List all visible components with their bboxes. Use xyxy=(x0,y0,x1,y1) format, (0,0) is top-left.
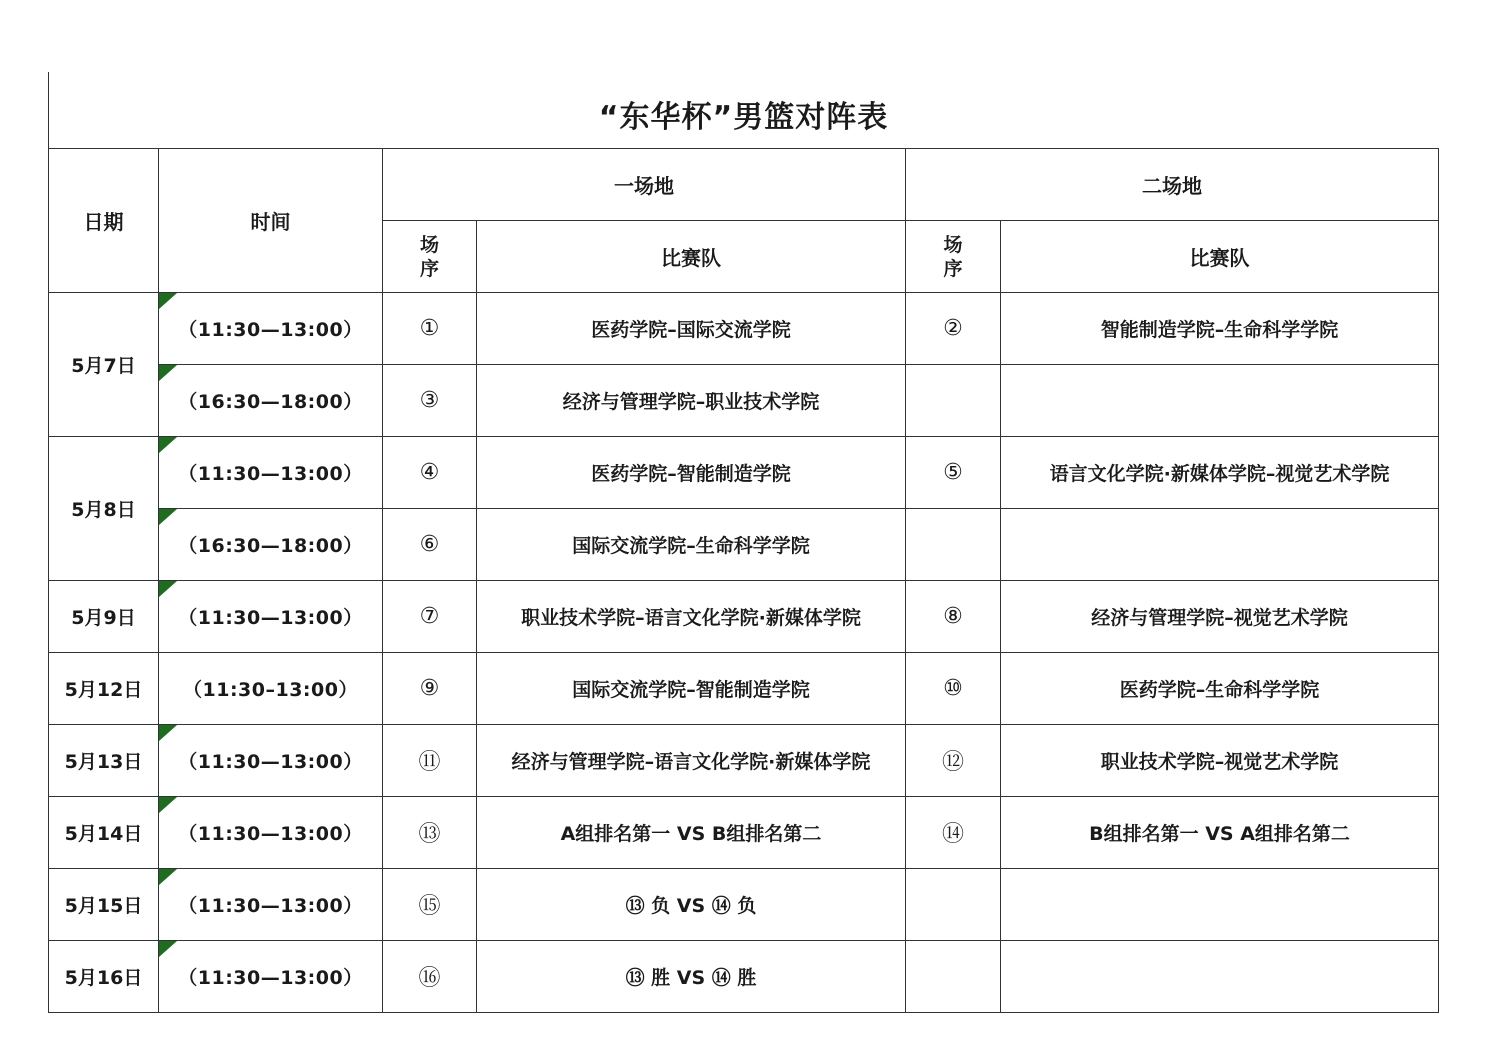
header-seq-2-label: 场 序 xyxy=(943,233,963,280)
seq-cell-venue2: ⑭ xyxy=(906,797,1001,869)
page-title: “东华杯”男篮对阵表 xyxy=(598,100,889,135)
table-row xyxy=(49,293,1439,365)
time-cell: （11:30—13:00） xyxy=(159,293,383,365)
time-cell: （11:30—13:00） xyxy=(159,941,383,1013)
seq-cell-venue1: ⑥ xyxy=(383,509,477,581)
header-row-1 xyxy=(49,149,1439,221)
seq-cell-venue1: ④ xyxy=(383,437,477,509)
teams-cell-venue1: 经济与管理学院–语言文化学院·新媒体学院 xyxy=(477,725,906,797)
teams-cell-venue2 xyxy=(1001,365,1439,437)
date-cell: 5月9日 xyxy=(49,581,159,653)
teams-cell-venue1: 经济与管理学院–职业技术学院 xyxy=(477,365,906,437)
teams-cell-venue2: 经济与管理学院–视觉艺术学院 xyxy=(1001,581,1439,653)
table-row xyxy=(49,941,1439,1013)
seq-cell-venue2: ⑩ xyxy=(906,653,1001,725)
seq-cell-venue2 xyxy=(906,365,1001,437)
time-cell: （11:30—13:00） xyxy=(159,869,383,941)
header-teams-2: 比赛队 xyxy=(1001,221,1439,293)
teams-cell-venue1: 国际交流学院–智能制造学院 xyxy=(477,653,906,725)
seq-cell-venue1: ⑪ xyxy=(383,725,477,797)
seq-cell-venue2 xyxy=(906,509,1001,581)
date-cell: 5月7日 xyxy=(49,293,159,437)
table-row xyxy=(49,581,1439,653)
teams-cell-venue1: ⑬ 负 VS ⑭ 负 xyxy=(477,869,906,941)
seq-cell-venue1: ⑮ xyxy=(383,869,477,941)
table-row xyxy=(49,437,1439,509)
teams-cell-venue2: 语言文化学院·新媒体学院–视觉艺术学院 xyxy=(1001,437,1439,509)
time-cell: （16:30—18:00） xyxy=(159,509,383,581)
time-cell: （11:30—13:00） xyxy=(159,725,383,797)
seq-cell-venue2: ⑤ xyxy=(906,437,1001,509)
teams-cell-venue2: B组排名第一 VS A组排名第二 xyxy=(1001,797,1439,869)
date-cell: 5月16日 xyxy=(49,941,159,1013)
seq-cell-venue1: ⑬ xyxy=(383,797,477,869)
seq-cell-venue1: ① xyxy=(383,293,477,365)
seq-cell-venue2: ② xyxy=(906,293,1001,365)
date-cell: 5月15日 xyxy=(49,869,159,941)
schedule-sheet xyxy=(48,72,1438,1013)
teams-cell-venue1: 医药学院–智能制造学院 xyxy=(477,437,906,509)
date-cell: 5月14日 xyxy=(49,797,159,869)
time-cell: （11:30—13:00） xyxy=(159,581,383,653)
header-date: 日期 xyxy=(49,149,159,293)
seq-cell-venue2 xyxy=(906,869,1001,941)
header-time: 时间 xyxy=(159,149,383,293)
header-seq-1-label: 场 序 xyxy=(419,233,439,280)
teams-cell-venue2 xyxy=(1001,941,1439,1013)
seq-cell-venue1: ⑦ xyxy=(383,581,477,653)
teams-cell-venue1: 国际交流学院–生命科学学院 xyxy=(477,509,906,581)
date-cell: 5月12日 xyxy=(49,653,159,725)
table-row xyxy=(49,509,1439,581)
seq-cell-venue1: ⑨ xyxy=(383,653,477,725)
schedule-table xyxy=(48,148,1439,1013)
time-cell: （11:30—13:00） xyxy=(159,437,383,509)
header-teams-1: 比赛队 xyxy=(477,221,906,293)
date-cell: 5月8日 xyxy=(49,437,159,581)
title-row xyxy=(48,72,1438,148)
time-cell: （16:30—18:00） xyxy=(159,365,383,437)
teams-cell-venue1: 医药学院–国际交流学院 xyxy=(477,293,906,365)
teams-cell-venue2: 智能制造学院–生命科学学院 xyxy=(1001,293,1439,365)
teams-cell-venue1: ⑬ 胜 VS ⑭ 胜 xyxy=(477,941,906,1013)
table-row xyxy=(49,653,1439,725)
table-row xyxy=(49,869,1439,941)
teams-cell-venue2 xyxy=(1001,869,1439,941)
header-venue2: 二场地 xyxy=(906,149,1439,221)
header-seq-2 xyxy=(906,221,1001,293)
header-seq-1 xyxy=(383,221,477,293)
seq-cell-venue2: ⑫ xyxy=(906,725,1001,797)
table-row xyxy=(49,725,1439,797)
seq-cell-venue1: ⑯ xyxy=(383,941,477,1013)
seq-cell-venue2: ⑧ xyxy=(906,581,1001,653)
teams-cell-venue2: 职业技术学院–视觉艺术学院 xyxy=(1001,725,1439,797)
seq-cell-venue2 xyxy=(906,941,1001,1013)
teams-cell-venue2: 医药学院–生命科学学院 xyxy=(1001,653,1439,725)
header-venue1: 一场地 xyxy=(383,149,906,221)
time-cell: （11:30—13:00） xyxy=(159,797,383,869)
time-cell: （11:30–13:00） xyxy=(159,653,383,725)
teams-cell-venue2 xyxy=(1001,509,1439,581)
teams-cell-venue1: 职业技术学院–语言文化学院·新媒体学院 xyxy=(477,581,906,653)
date-cell: 5月13日 xyxy=(49,725,159,797)
table-row xyxy=(49,365,1439,437)
table-row xyxy=(49,797,1439,869)
teams-cell-venue1: A组排名第一 VS B组排名第二 xyxy=(477,797,906,869)
seq-cell-venue1: ③ xyxy=(383,365,477,437)
